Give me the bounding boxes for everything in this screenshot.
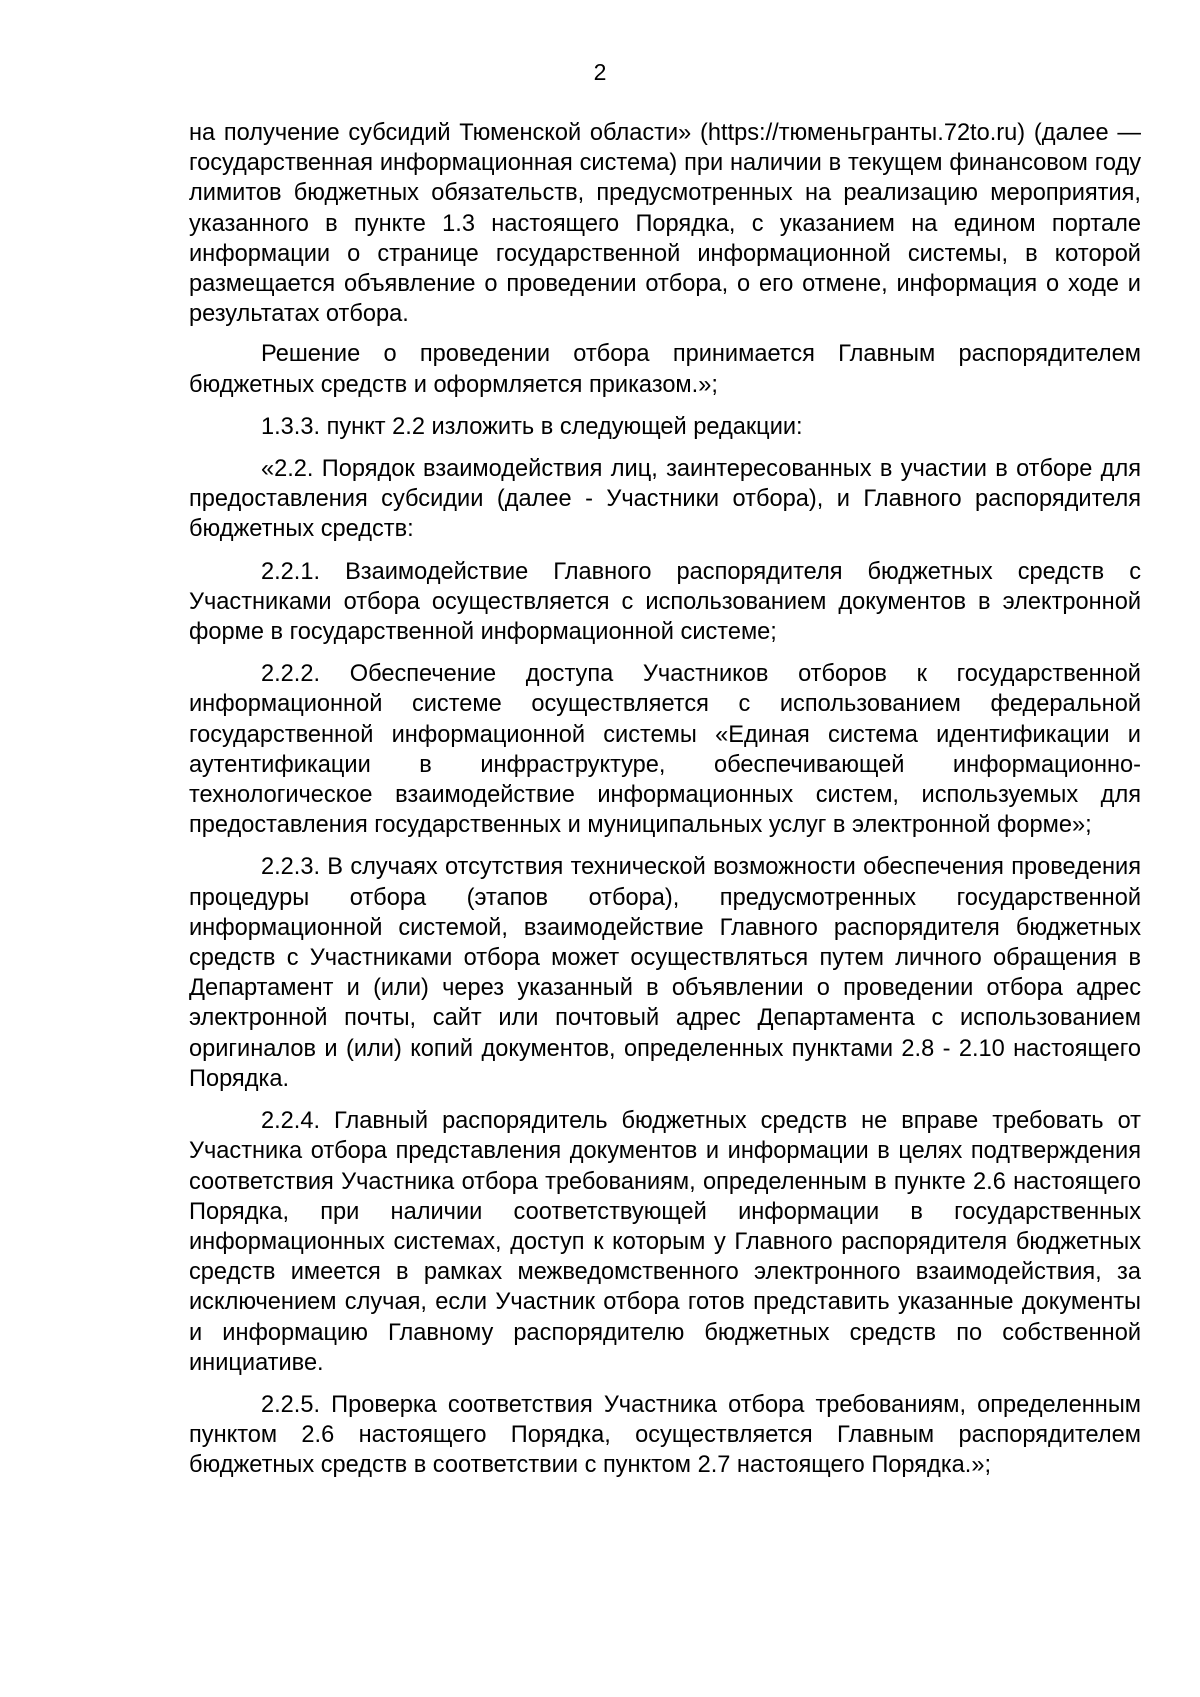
paragraph-continuation: на получение субсидий Тюменской области» (https://тюменьгранты.72to.ru) (далее — государственная информационная система) при наличии в текущем финансовом году лимитов бюджетных обязательств, предусмотренных на реализацию мероприятия, указанного в пункте 1.3 настоящего Порядка, с указанием на едином портале информации о странице государственной информационной системы, в которой размещается объявление о проведении отбора, о его отмене, информация о ходе и результатах отбора. [189,120,1141,328]
paragraph-item-2-2-3: 2.2.3. В случаях отсутствия технической возможности обеспечения проведения процедуры отбора (этапов отбора), предусмотренных государственной информационной системой, взаимодействие Главного распорядителя бюджетных средств с Участниками отбора может осуществляться путем личного обращения в Департамент и (или) через указанный в объявлении о проведении отбора адрес электронной почты, сайт или почтовый адрес Департамента с использованием оригиналов и (или) копий документов, определенных пунктами 2.8 - 2.10 настоящего Порядка. [189,854,1141,1092]
paragraph-selection-decision: Решение о проведении отбора принимается Главным распорядителем бюджетных средств и оформляется приказом.»; [189,341,1141,398]
paragraph-item-2-2-4: 2.2.4. Главный распорядитель бюджетных средств не вправе требовать от Участника отбора представления документов и информации в целях подтверждения соответствия Участника отбора требованиям, определенным в пункте 2.6 настоящего Порядка, при наличии соответствующей информации в государственных информационных системах, доступ к которым у Главного распорядителя бюджетных средств имеется в рамках межведомственного электронного взаимодействия, за исключением случая, если Участник отбора готов представить указанные документы и информацию Главному распорядителю бюджетных средств по собственной инициативе. [189,1108,1141,1376]
paragraph-item-2-2-1: 2.2.1. Взаимодействие Главного распорядителя бюджетных средств с Участниками отбора осуществляется с использованием документов в электронной форме в государственной информационной системе; [189,558,1141,646]
page-number: 2 [593,59,607,85]
paragraph-item-2-2-5: 2.2.5. Проверка соответствия Участника отбора требованиям, определенным пунктом 2.6 настоящего Порядка, осуществляется Главным распорядителем бюджетных средств в соответствии с пунктом 2.7 настоящего Порядка.»; [189,1391,1141,1479]
paragraph-item-2-2: «2.2. Порядок взаимодействия лиц, заинтересованных в участии в отборе для предоставления субсидии (далее - Участники отбора), и Главного распорядителя бюджетных средств: [189,456,1141,543]
paragraph-item-2-2-2: 2.2.2. Обеспечение доступа Участников отборов к государственной информационной системе осуществляется с использованием федеральной государственной информационной системы «Единая система идентификации и аутентификации в инфраструктуре, обеспечивающей информационно-технологическое взаимодействие информационных систем, используемых для предоставления государственных и муниципальных услуг в электронной форме»; [189,661,1141,839]
paragraph-amendment-1-3-3: 1.3.3. пункт 2.2 изложить в следующей редакции: [261,413,803,440]
document-body [189,118,1141,1493]
